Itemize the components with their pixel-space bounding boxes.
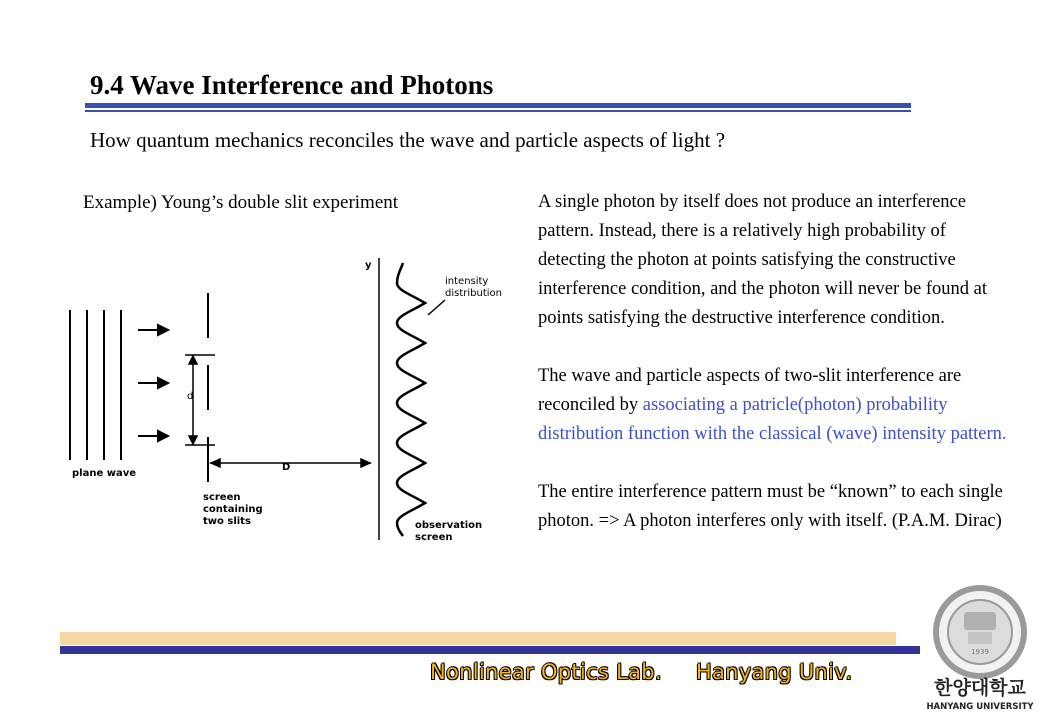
paragraph-reconciliation (538, 362, 1018, 449)
footer-bar-navy (60, 646, 920, 654)
svg-text:한양대학교: 한양대학교 (934, 677, 1026, 699)
paragraph-reconciliation-highlight: associating a patricle(photon) probability distribution function with the classical (wave) intensity pattern. (538, 395, 1007, 444)
paragraph-dirac: The entire interference pattern must be “known” to each single photon. => A photon interferes only with itself. (P.A.M. Dirac) (538, 482, 1003, 531)
double-slit-diagram (60, 250, 520, 550)
label-y: y (365, 260, 372, 271)
footer-bar-beige (60, 632, 896, 645)
label-intensity-1: intensity (445, 276, 489, 287)
hanyang-university-logo (922, 582, 1038, 718)
intensity-pointer (428, 300, 445, 315)
label-observation-2: screen (415, 532, 453, 543)
footer-univ: Hanyang Univ. (695, 660, 853, 684)
svg-text:HANYANG UNIVERSITY: HANYANG UNIVERSITY (926, 702, 1034, 712)
title-underline-thin (85, 110, 911, 112)
svg-text:1939: 1939 (971, 648, 989, 656)
footer-text (430, 660, 886, 684)
label-intensity-2: distribution (445, 288, 502, 299)
label-plane-wave: plane wave (72, 468, 137, 479)
intensity-distribution-curve (397, 263, 425, 536)
slide-title: 9.4 Wave Interference and Photons (90, 70, 494, 100)
explanation-text (538, 188, 1018, 536)
paragraph-reconciliation-plain: The wave and particle aspects of two-slit interference are reconciled by (538, 366, 962, 415)
label-screen-2: containing (203, 504, 263, 515)
label-d: d (187, 391, 194, 402)
propagation-arrows (138, 325, 168, 441)
slide-subtitle: How quantum mechanics reconciles the wave and particle aspects of light ? (90, 128, 726, 152)
example-caption: Example) Young’s double slit experiment (83, 192, 399, 213)
paragraph-single-photon: A single photon by itself does not produce an interference pattern. Instead, there is a relatively high probability of detecting the photon at points satisfying the constructive interference condition, and the photon will never be found at points satisfying the destructive interference condition. (538, 192, 987, 328)
title-underline (85, 103, 911, 108)
label-D: D (282, 462, 291, 473)
label-screen-1: screen (203, 492, 241, 503)
label-screen-3: two slits (203, 516, 251, 527)
label-observation-1: observation (415, 520, 483, 531)
footer-lab: Nonlinear Optics Lab. (430, 660, 662, 684)
screen-distance-marker (210, 459, 371, 467)
